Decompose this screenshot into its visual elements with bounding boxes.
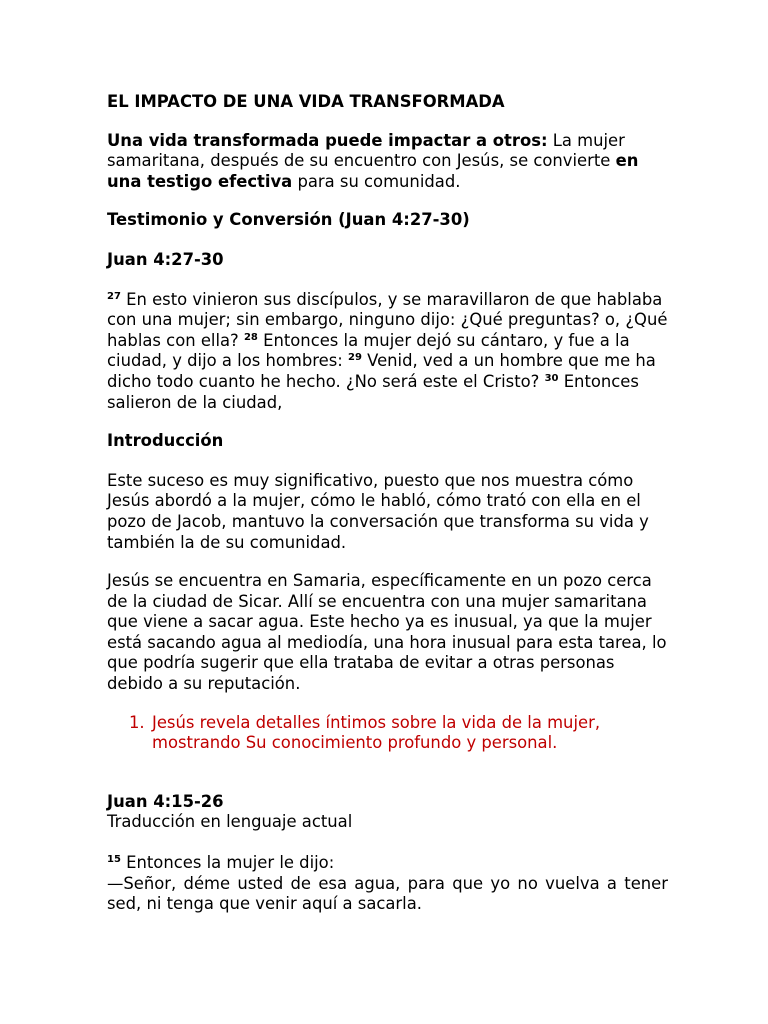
passage-subtitle-2: Traducción en lenguaje actual xyxy=(107,812,353,832)
verse-number-28: 28 xyxy=(243,331,258,343)
verse-number-15: 15 xyxy=(107,854,121,866)
list-item xyxy=(129,712,668,754)
passage-verses-1 xyxy=(107,290,668,414)
verse-15-intro: Entonces la mujer le dijo: xyxy=(120,853,335,873)
intro-paragraph xyxy=(107,131,668,193)
introduccion-heading: Introducción xyxy=(107,431,224,451)
intro-text-2: para su comunidad. xyxy=(292,171,461,191)
verse-15-intro-line xyxy=(107,853,668,874)
introduccion-paragraph-2: Jesús se encuentra en Samaria, específicamente en un pozo cerca de la ciudad de Sicar. Allí se encuentra con una mujer samaritana que viene a sacar agua. Este hecho ya es inusual, ya que la mujer está sacando agua al mediodía, una hora inusual para esta tarea, lo que podría sugerir que ella trataba de evitar a otras personas debido a su reputación. xyxy=(107,571,667,694)
list-item-number: 1. xyxy=(129,712,145,732)
verse-number-27: 27 xyxy=(107,290,121,302)
introduccion-paragraph-1: Este suceso es muy significativo, puesto que nos muestra cómo Jesús abordó a la mujer, cómo le habló, cómo trató con ella en el pozo de Jacob, mantuvo la conversación que transforma su vida y también la de su comunidad. xyxy=(107,470,649,552)
verse-27: En esto vinieron sus discípulos, y se maravillaron de que hablaba con una mujer; sin embargo, ninguno dijo: ¿Qué preguntas? o, ¿Qué hablas con ella? xyxy=(107,289,668,350)
verse-30: Entonces salieron de la ciudad, xyxy=(107,371,639,412)
intro-text-1: La mujer samaritana, después de su encuentro con Jesús, se convierte xyxy=(107,130,625,171)
spacer xyxy=(107,754,668,792)
spacer xyxy=(107,833,668,853)
section-heading: Testimonio y Conversión (Juan 4:27-30) xyxy=(107,210,470,230)
document-title: EL IMPACTO DE UNA VIDA TRANSFORMADA xyxy=(107,92,505,111)
passage-ref-2: Juan 4:15-26 xyxy=(107,791,224,811)
list-item-text: Jesús revela detalles íntimos sobre la vida de la mujer, mostrando Su conocimiento profundo y personal. xyxy=(152,712,601,753)
verse-29: Venid, ved a un hombre que me ha dicho todo cuanto he hecho. ¿No será este el Cristo? xyxy=(107,351,656,391)
verse-number-29: 29 xyxy=(348,352,362,364)
intro-bold-mid: en una testigo efectiva xyxy=(107,151,639,191)
verse-15-quote: —Señor, déme usted de esa agua, para que yo no vuelva a tener sed, ni tenga que venir aquí a sacarla. xyxy=(107,873,668,914)
intro-bold-lead: Una vida transformada puede impactar a otros: xyxy=(107,130,548,150)
red-ordered-list xyxy=(107,713,668,754)
verse-number-30: 30 xyxy=(544,372,559,384)
verse-28: Entonces la mujer dejó su cántaro, y fue a la ciudad, y dijo a los hombres: xyxy=(107,330,630,371)
passage-ref-1: Juan 4:27-30 xyxy=(107,249,224,269)
